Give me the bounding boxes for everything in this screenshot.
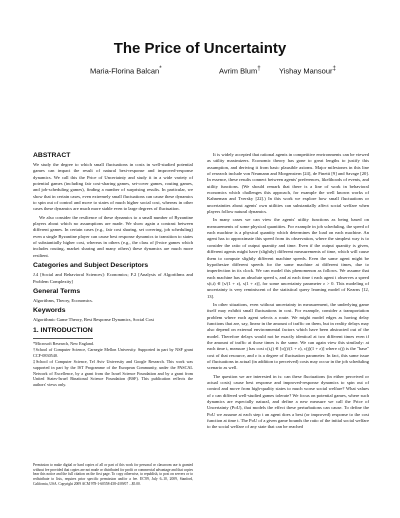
footnote-rule <box>33 338 93 339</box>
intro-paragraph-2: In many cases we can view the agents' utility functions as being based on measurements of some physical quantities. For example in job scheduling, the speed of each machine is a physical quantity which determines the load on each machine. An agent has to approximate this speed from its observation, where the simplest way is to consider the ratio of output quantity and time. Even if the output quantity is given, different agents might have (slightly) different measurements of time, which will cause them to compute slightly different machine speeds. Even the same agent might be hypothesize different speeds for the same machine at different times, due to imperfection in its clock. We can model this phenomenon as follows. We assume that each machine has an absolute speed s, and at each time t each agent i observes a speed s(t,i) ∈ [s/(1 + ε), s(1 + ε)], for some uncertainty parameter ε > 0. This modeling of uncertainty is very reminiscent of the statistical query learning model of Kearns [12, 13]. <box>207 217 369 299</box>
abstract-heading: ABSTRACT <box>33 152 71 159</box>
author-balcan <box>90 65 162 76</box>
author-mark: * <box>159 65 162 72</box>
intro-paragraph-3: In other situations, even without uncertainty in measurement, the underlying game itself may exhibit small fluctuations in cost. For example, consider a transportation problem where each agent selects a route. We might model edges as having delay functions that are, say, linear in the amount of traffic on them, but in reality delays may also depend on external environmental factors which have been abstracted out of the model. Therefore delays would not be exactly identical at two different times even if the amount of traffic at those times is the same. We can again view this similarly: at each time t, measure j has cost c(t,j) ∈ [c(j)/(1 + ε), c(j)(1 + ε)] where c(j) is the "base" cost of that resource, and ε is a degree of fluctuation parameter. In fact, this same issue of fluctuations in actual (in addition to perceived) costs may occur in the job scheduling scenario as well. <box>207 301 369 371</box>
abstract-paragraph-2: We also consider the resilience of these dynamics to a small number of Byzantine players about which no assumptions are made. We show again a contrast between different games. In certain cases (e.g., fair cost sharing, set covering, job scheduling) even a single Byzantine player can cause best response dynamics to transition to states of substantially higher cost, whereas in others (e.g., the class of β-nice games which includes routing, market sharing and many others) these dynamics are much more resilient. <box>33 214 193 258</box>
footnote-2: †School of Computer Science, Carnegie Mellon University. Supported in part by NSF grant CCF-0830540. <box>33 347 193 358</box>
author-name: Yishay Mansour <box>279 66 333 76</box>
author-mark: † <box>257 65 261 72</box>
footnote-3: ‡School of Computer Science, Tel Aviv University and Google Research. This work was supported in part by the IST Programme of the European Community, under the PASCAL Network of Excellence, by a grant from the Israel Science Foundation and by a grant from United States-Israel Binational Science Foundation (BSF). This publication reflects the authors' views only. <box>33 359 193 387</box>
general-terms-text: Algorithms, Theory, Economics. <box>33 297 93 303</box>
keywords-heading: Keywords <box>33 307 66 315</box>
author-mansour <box>279 65 336 76</box>
intro-paragraph-4: The question we are interested in is: can these fluctuations (in either perceived or actual costs) cause best response and improved-response dynamics to spin out of control and move from high-quality states to much worse social welfare? What values of ε can differed well-studied games tolerate? We focus on potential games, where such dynamics are especially natural, and define a new measure we call the Price of Uncertainty (PoU), that models the effect these perturbations can cause. To define the PoU we assume at each step t an agent does a best (or improved) response to the cost function at time t. The PoU of a given game bounds the ratio of the initial social welfare to the social welfare of any state that can be reached <box>207 373 369 430</box>
intro-paragraph-1: It is widely accepted that rational agents in competitive environments can be viewed as utility maximizers. Economic theory has gone to great lengths to justify this assumption, and deriving it from basic plausible axioms. Major milestones in this line of research include von Neumann and Morgenstern [24], de Finetti [9] and Savage [20]. In essence, these results connect between agents' preferences, likelihoods of events, and utility functions. (We should remark that there is a line of work in behavioral economics which challenges this approach, for example the well known works of Kahneman and Tversky [22].) In this work we explore how small fluctuations or uncertainties about agents' own utilities can substantially affect social welfare when players follow natural dynamics. <box>207 152 369 215</box>
author-name: Avrim Blum <box>219 66 258 76</box>
right-column <box>207 152 369 433</box>
general-terms-heading: General Terms <box>33 287 81 295</box>
keywords-text: Algorithmic Game Theory, Best Response Dynamics, Social Cost <box>33 317 154 323</box>
footnote-1: *Microsoft Research, New England. <box>33 340 95 346</box>
introduction-heading: 1. INTRODUCTION <box>33 326 93 334</box>
left-column <box>33 152 193 388</box>
author-mark: ‡ <box>332 65 336 72</box>
paper-title: The Price of Uncertainty <box>113 40 287 57</box>
author-blum <box>219 65 261 76</box>
categories-heading: Categories and Subject Descriptors <box>33 262 149 270</box>
abstract-paragraph-1: We study the degree to which small fluctuations in costs in well-studied potential games can impact the result of natural best-response and improved-response dynamics. We call this the Price of Uncertainty and study it in a wide variety of potential games (including fair cost-sharing games, set-cover games, routing games, and job-scheduling games), finding a number of surprising results. In particular, we show that in certain cases, even extremely small fluctuations can cause these dynamics to spin out of control and move to states of much higher social cost, whereas in other cases these dynamics are much more stable even to large degrees of fluctuation. <box>33 162 193 212</box>
copyright-notice: Permission to make digital or hard copies of all or part of this work for personal or classroom use is granted without fee provided that copies are not made or distributed for profit or commercial advantage and that copies bear this notice and the full citation on the first page. To copy otherwise, to republish, to post on servers or to redistribute to lists, requires prior specific permission and/or a fee. EC'09, July 6–10, 2009, Stanford, California, USA. Copyright 2009 ACM 978-1-60558-458-4/09/07 ...$5.00. <box>33 463 193 486</box>
categories-text: J.4 [Social and Behavioral Sciences]: Economics; F.2 [Analysis of Algorithms and Problem Complexity] <box>33 272 193 284</box>
author-name: Maria-Florina Balcan <box>90 66 160 76</box>
